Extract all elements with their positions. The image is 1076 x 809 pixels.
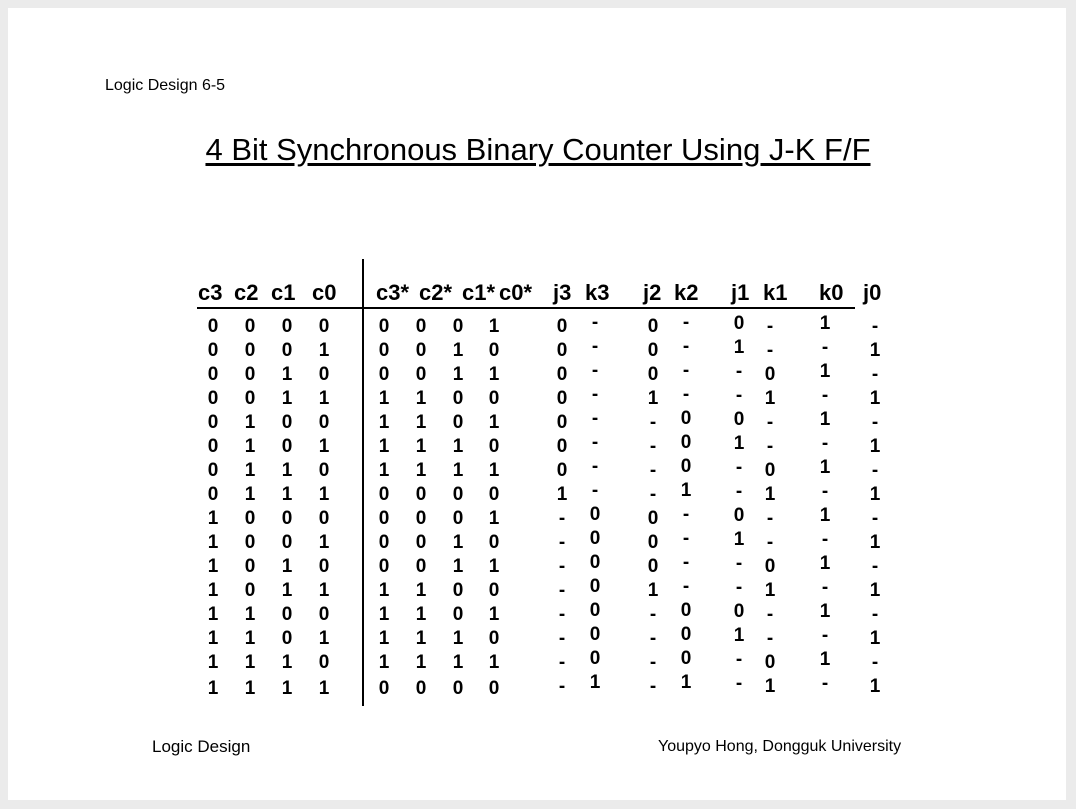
cell-j3: -	[558, 628, 566, 649]
cell-k2: 0	[680, 624, 692, 645]
cell-k2: 0	[680, 648, 692, 669]
cell-c1-next: 0	[452, 316, 464, 337]
cell-j0: -	[871, 364, 879, 385]
cell-j3: 1	[556, 484, 568, 505]
header-c0: c0	[312, 280, 337, 305]
cell-c2: 1	[244, 436, 256, 457]
cell-k2: -	[682, 384, 690, 405]
cell-j0: -	[871, 604, 879, 625]
cell-c3: 1	[207, 652, 219, 673]
cell-c1: 0	[281, 604, 293, 625]
cell-k0: -	[821, 673, 829, 694]
cell-j1: 1	[733, 529, 745, 550]
cell-c0-next: 0	[488, 340, 500, 361]
cell-c2-next: 0	[415, 532, 427, 553]
cell-k2: -	[682, 552, 690, 573]
cell-j2: -	[649, 436, 657, 457]
cell-c3: 1	[207, 532, 219, 553]
cell-k0: -	[821, 337, 829, 358]
cell-c3-next: 1	[378, 580, 390, 601]
cell-c3: 1	[207, 556, 219, 577]
cell-k1: 0	[764, 652, 776, 673]
cell-j0: 1	[869, 484, 881, 505]
cell-k1: -	[766, 436, 774, 457]
cell-k3: 0	[589, 600, 601, 621]
cell-c1: 1	[281, 388, 293, 409]
cell-k1: -	[766, 508, 774, 529]
cell-c1: 1	[281, 556, 293, 577]
cell-k2: -	[682, 360, 690, 381]
cell-c3: 1	[207, 628, 219, 649]
cell-k1: -	[766, 532, 774, 553]
cell-c3: 0	[207, 340, 219, 361]
cell-j2: 0	[647, 364, 659, 385]
cell-c2: 0	[244, 364, 256, 385]
cell-k1: -	[766, 628, 774, 649]
cell-j3: -	[558, 604, 566, 625]
cell-c0: 0	[318, 604, 330, 625]
cell-j1: -	[735, 385, 743, 406]
cell-c2-next: 0	[415, 556, 427, 577]
cell-c0: 0	[318, 364, 330, 385]
cell-c1-next: 0	[452, 388, 464, 409]
header-c2-next: c2*	[419, 280, 453, 305]
cell-k3: -	[591, 480, 599, 501]
cell-j2: -	[649, 604, 657, 625]
cell-c1: 1	[281, 652, 293, 673]
cell-j2: 0	[647, 532, 659, 553]
cell-k1: 1	[764, 388, 776, 409]
header-j0: j0	[863, 280, 882, 305]
cell-c3: 0	[207, 412, 219, 433]
cell-c0-next: 1	[488, 412, 500, 433]
cell-c3: 0	[207, 484, 219, 505]
cell-c0: 1	[318, 678, 330, 699]
cell-c2: 1	[244, 412, 256, 433]
cell-c1: 1	[281, 484, 293, 505]
cell-j1: 0	[733, 601, 745, 622]
cell-c0-next: 1	[488, 316, 500, 337]
cell-j1: -	[735, 361, 743, 382]
cell-c2-next: 1	[415, 436, 427, 457]
cell-c1-next: 0	[452, 484, 464, 505]
cell-c0-next: 1	[488, 508, 500, 529]
cell-c0: 0	[318, 556, 330, 577]
cell-c3-next: 0	[378, 364, 390, 385]
cell-c1-next: 0	[452, 678, 464, 699]
cell-c2-next: 0	[415, 484, 427, 505]
cell-c1: 0	[281, 436, 293, 457]
cell-k3: -	[591, 408, 599, 429]
cell-c1-next: 1	[452, 556, 464, 577]
cell-k0: 1	[819, 601, 831, 622]
cell-c2: 0	[244, 340, 256, 361]
cell-c3-next: 1	[378, 628, 390, 649]
cell-k2: 0	[680, 432, 692, 453]
cell-j3: 0	[556, 460, 568, 481]
cell-j3: 0	[556, 364, 568, 385]
cell-k2: -	[682, 528, 690, 549]
cell-k3: -	[591, 456, 599, 477]
cell-c0: 1	[318, 436, 330, 457]
cell-j2: 0	[647, 340, 659, 361]
cell-c3: 1	[207, 678, 219, 699]
cell-j3: -	[558, 508, 566, 529]
cell-k1: 0	[764, 556, 776, 577]
cell-j0: 1	[869, 436, 881, 457]
cell-c0-next: 1	[488, 556, 500, 577]
cell-k1: -	[766, 340, 774, 361]
cell-c0-next: 0	[488, 484, 500, 505]
cell-c0-next: 1	[488, 460, 500, 481]
cell-c3-next: 1	[378, 652, 390, 673]
cell-c0: 1	[318, 484, 330, 505]
cell-c1-next: 0	[452, 412, 464, 433]
cell-k1: -	[766, 316, 774, 337]
cell-k0: -	[821, 577, 829, 598]
cell-k2: 1	[680, 672, 692, 693]
cell-c2: 0	[244, 580, 256, 601]
cell-c2-next: 0	[415, 364, 427, 385]
cell-j1: -	[735, 553, 743, 574]
cell-k1: 0	[764, 460, 776, 481]
cell-c2: 1	[244, 652, 256, 673]
slide-title: 4 Bit Synchronous Binary Counter Using J-K F/F	[205, 132, 871, 167]
cell-c1: 0	[281, 316, 293, 337]
cell-c1-next: 1	[452, 460, 464, 481]
cell-k3: -	[591, 432, 599, 453]
cell-c0-next: 1	[488, 604, 500, 625]
cell-c2-next: 0	[415, 678, 427, 699]
cell-j1: 0	[733, 313, 745, 334]
cell-c0: 1	[318, 580, 330, 601]
cell-k0: 1	[819, 313, 831, 334]
cell-c2-next: 1	[415, 412, 427, 433]
cell-c3-next: 0	[378, 678, 390, 699]
cell-c2: 1	[244, 678, 256, 699]
cell-j0: -	[871, 316, 879, 337]
cell-j2: 0	[647, 556, 659, 577]
cell-c3-next: 0	[378, 556, 390, 577]
cell-c0: 1	[318, 388, 330, 409]
cell-c3-next: 1	[378, 412, 390, 433]
cell-c2: 0	[244, 508, 256, 529]
cell-c1-next: 1	[452, 652, 464, 673]
cell-j0: -	[871, 556, 879, 577]
cell-c1: 1	[281, 580, 293, 601]
cell-j3: 0	[556, 340, 568, 361]
cell-k1: -	[766, 604, 774, 625]
cell-j1: 0	[733, 409, 745, 430]
cell-k0: 1	[819, 649, 831, 670]
cell-c2-next: 1	[415, 580, 427, 601]
cell-c1-next: 1	[452, 364, 464, 385]
cell-c3: 1	[207, 508, 219, 529]
cell-j3: -	[558, 532, 566, 553]
cell-k1: 0	[764, 364, 776, 385]
cell-j3: -	[558, 652, 566, 673]
cell-c3: 0	[207, 388, 219, 409]
header-j3: j3	[553, 280, 572, 305]
cell-c1: 1	[281, 678, 293, 699]
cell-j3: -	[558, 580, 566, 601]
header-c2: c2	[234, 280, 259, 305]
cell-c0: 0	[318, 412, 330, 433]
cell-k0: -	[821, 433, 829, 454]
cell-k1: 1	[764, 580, 776, 601]
cell-k3: 1	[589, 672, 601, 693]
cell-c2-next: 1	[415, 604, 427, 625]
cell-c3: 1	[207, 604, 219, 625]
cell-k1: -	[766, 412, 774, 433]
cell-c1: 0	[281, 532, 293, 553]
cell-c1: 0	[281, 628, 293, 649]
cell-c1: 0	[281, 508, 293, 529]
header-k0: k0	[819, 280, 844, 305]
cell-c2-next: 1	[415, 388, 427, 409]
cell-k0: 1	[819, 457, 831, 478]
cell-c2: 0	[244, 556, 256, 577]
cell-j1: 0	[733, 505, 745, 526]
cell-c2: 1	[244, 628, 256, 649]
cell-j2: -	[649, 460, 657, 481]
table-divider-horizontal	[197, 307, 855, 309]
cell-c0-next: 0	[488, 532, 500, 553]
cell-c3: 0	[207, 436, 219, 457]
cell-c1: 1	[281, 460, 293, 481]
cell-j1: -	[735, 673, 743, 694]
cell-c3-next: 1	[378, 388, 390, 409]
cell-j2: 0	[647, 508, 659, 529]
cell-j2: -	[649, 484, 657, 505]
cell-j0: -	[871, 652, 879, 673]
cell-j2: 0	[647, 316, 659, 337]
cell-k2: 1	[680, 480, 692, 501]
cell-c2-next: 0	[415, 316, 427, 337]
cell-c0: 0	[318, 652, 330, 673]
cell-j2: -	[649, 628, 657, 649]
cell-c1: 0	[281, 412, 293, 433]
cell-c0: 1	[318, 628, 330, 649]
cell-c3-next: 0	[378, 484, 390, 505]
cell-c3-next: 0	[378, 508, 390, 529]
cell-j1: -	[735, 649, 743, 670]
cell-k0: 1	[819, 505, 831, 526]
cell-j1: -	[735, 577, 743, 598]
cell-k3: -	[591, 360, 599, 381]
cell-c3-next: 0	[378, 316, 390, 337]
cell-k0: -	[821, 625, 829, 646]
cell-c2: 0	[244, 388, 256, 409]
cell-j2: -	[649, 652, 657, 673]
cell-j0: -	[871, 412, 879, 433]
cell-k2: -	[682, 336, 690, 357]
cell-k2: 0	[680, 600, 692, 621]
cell-c1-next: 1	[452, 532, 464, 553]
cell-c1: 0	[281, 340, 293, 361]
cell-c0-next: 0	[488, 628, 500, 649]
cell-j3: 0	[556, 436, 568, 457]
header-j1: j1	[731, 280, 750, 305]
cell-j1: -	[735, 457, 743, 478]
cell-j0: 1	[869, 676, 881, 697]
cell-j2: -	[649, 676, 657, 697]
cell-j1: 1	[733, 625, 745, 646]
cell-k0: -	[821, 529, 829, 550]
cell-c2-next: 0	[415, 508, 427, 529]
cell-c3-next: 0	[378, 340, 390, 361]
cell-c0-next: 0	[488, 388, 500, 409]
cell-c3-next: 1	[378, 604, 390, 625]
cell-c3: 1	[207, 580, 219, 601]
cell-c2: 1	[244, 484, 256, 505]
header-c3-next: c3*	[376, 280, 410, 305]
cell-j0: 1	[869, 628, 881, 649]
cell-k2: -	[682, 312, 690, 333]
cell-j3: 0	[556, 412, 568, 433]
cell-j3: 0	[556, 316, 568, 337]
header-j2: j2	[643, 280, 662, 305]
cell-k0: 1	[819, 361, 831, 382]
cell-j2: 1	[647, 580, 659, 601]
cell-k3: 0	[589, 624, 601, 645]
cell-j1: 1	[733, 337, 745, 358]
cell-c2: 0	[244, 316, 256, 337]
footer-course: Logic Design	[152, 737, 251, 756]
cell-k0: 1	[819, 409, 831, 430]
cell-c3: 0	[207, 316, 219, 337]
header-c1: c1	[271, 280, 296, 305]
cell-c1-next: 0	[452, 604, 464, 625]
cell-c2-next: 0	[415, 340, 427, 361]
cell-k2: -	[682, 576, 690, 597]
cell-c0-next: 1	[488, 364, 500, 385]
cell-k1: 1	[764, 484, 776, 505]
cell-j1: 1	[733, 433, 745, 454]
cell-k3: 0	[589, 576, 601, 597]
header-c1-next: c1*	[462, 280, 496, 305]
cell-k3: 0	[589, 504, 601, 525]
cell-k3: 0	[589, 648, 601, 669]
header-k3: k3	[585, 280, 610, 305]
cell-c3: 0	[207, 364, 219, 385]
cell-c0-next: 0	[488, 436, 500, 457]
cell-c1-next: 1	[452, 340, 464, 361]
cell-c2: 1	[244, 460, 256, 481]
cell-k0: -	[821, 385, 829, 406]
cell-c2-next: 1	[415, 652, 427, 673]
cell-k3: 0	[589, 528, 601, 549]
cell-c3: 0	[207, 460, 219, 481]
cell-c0: 0	[318, 508, 330, 529]
cell-k3: -	[591, 312, 599, 333]
header-c0-next: c0*	[499, 280, 533, 305]
cell-c1-next: 0	[452, 580, 464, 601]
cell-j1: -	[735, 481, 743, 502]
cell-c3-next: 0	[378, 532, 390, 553]
cell-c0: 0	[318, 316, 330, 337]
slide	[8, 8, 1066, 800]
cell-c3-next: 1	[378, 436, 390, 457]
footer-author: Youpyo Hong, Dongguk University	[658, 738, 902, 755]
header-c3: c3	[198, 280, 223, 305]
cell-j0: 1	[869, 340, 881, 361]
header-k2: k2	[674, 280, 699, 305]
cell-k2: -	[682, 504, 690, 525]
cell-c0: 1	[318, 532, 330, 553]
slide-header: Logic Design 6-5	[105, 77, 226, 94]
cell-c0-next: 1	[488, 652, 500, 673]
cell-k2: 0	[680, 408, 692, 429]
cell-c1-next: 0	[452, 508, 464, 529]
cell-k2: 0	[680, 456, 692, 477]
cell-c2: 1	[244, 604, 256, 625]
cell-j2: -	[649, 412, 657, 433]
cell-j0: -	[871, 460, 879, 481]
cell-j3: -	[558, 676, 566, 697]
cell-c1-next: 1	[452, 436, 464, 457]
cell-c3-next: 1	[378, 460, 390, 481]
cell-c2-next: 1	[415, 460, 427, 481]
cell-j3: 0	[556, 388, 568, 409]
cell-j3: -	[558, 556, 566, 577]
cell-c2-next: 1	[415, 628, 427, 649]
cell-k3: -	[591, 336, 599, 357]
cell-k3: -	[591, 384, 599, 405]
cell-j0: 1	[869, 580, 881, 601]
cell-k3: 0	[589, 552, 601, 573]
cell-c1-next: 1	[452, 628, 464, 649]
cell-c0-next: 0	[488, 580, 500, 601]
cell-c0: 0	[318, 460, 330, 481]
cell-j2: 1	[647, 388, 659, 409]
cell-c1: 1	[281, 364, 293, 385]
cell-c2: 0	[244, 532, 256, 553]
header-k1: k1	[763, 280, 788, 305]
cell-c0-next: 0	[488, 678, 500, 699]
cell-j0: 1	[869, 388, 881, 409]
cell-k0: 1	[819, 553, 831, 574]
cell-j0: -	[871, 508, 879, 529]
cell-j0: 1	[869, 532, 881, 553]
table-divider-vertical	[362, 259, 364, 706]
cell-k1: 1	[764, 676, 776, 697]
cell-k0: -	[821, 481, 829, 502]
cell-c0: 1	[318, 340, 330, 361]
